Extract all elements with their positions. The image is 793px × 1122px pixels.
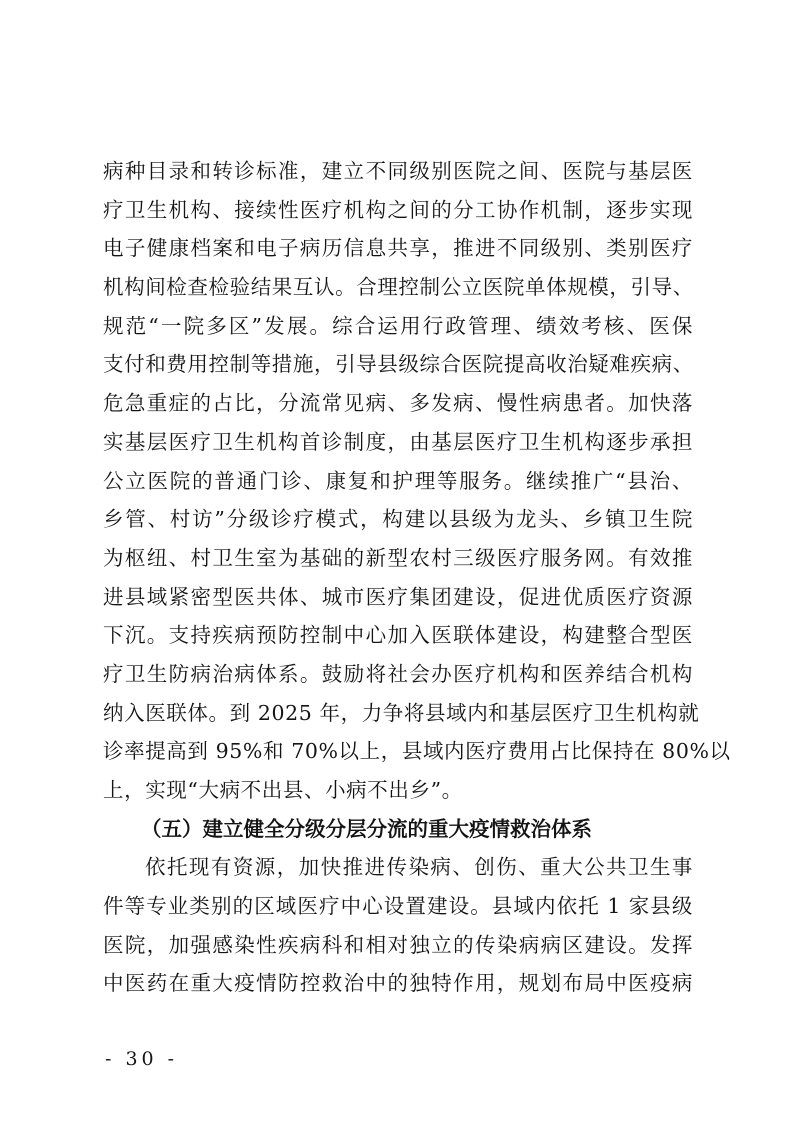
paragraph1-line: 支付和费用控制等措施，引导县级综合医院提高收治疑难疾病、 xyxy=(103,352,694,377)
paragraph2-line: 医院，加强感染性疾病科和相对独立的传染病病区建设。发挥 xyxy=(103,932,693,957)
paragraph1-line: 下沉。支持疾病预防控制中心加入医联体建设，构建整合型医 xyxy=(103,623,693,648)
section-heading: （五）建立健全分级分层分流的重大疫情救治体系 xyxy=(141,816,592,841)
paragraph1-line: 规范“一院多区”发展。综合运用行政管理、绩效考核、医保 xyxy=(103,313,693,338)
paragraph1-line: 诊率提高到 95%和 70%以上，县域内医疗费用占比保持在 80%以 xyxy=(103,739,731,764)
paragraph1-line: 公立医院的普通门诊、康复和护理等服务。继续推广“县治、 xyxy=(103,468,693,493)
paragraph1-line: 机构间检查检验结果互认。合理控制公立医院单体规模，引导、 xyxy=(103,275,694,300)
paragraph2-line: 依托现有资源，加快推进传染病、创伤、重大公共卫生事 xyxy=(145,855,693,880)
body-text xyxy=(103,152,731,1003)
page-number: - 30 - xyxy=(105,1048,179,1070)
paragraph1-line: 疗卫生防病治病体系。鼓励将社会办医疗机构和医养结合机构 xyxy=(103,661,693,686)
paragraph1-line: 电子健康档案和电子病历信息共享，推进不同级别、类别医疗 xyxy=(103,236,693,261)
paragraph1-line: 上，实现“大病不出县、小病不出乡”。 xyxy=(103,778,463,802)
paragraph1-line: 纳入医联体。到 2025 年，力争将县域内和基层医疗卫生机构就 xyxy=(103,700,700,725)
paragraph1-line: 乡管、村访”分级诊疗模式，构建以县级为龙头、乡镇卫生院 xyxy=(103,507,693,532)
paragraph1-line: 进县域紧密型医共体、城市医疗集团建设，促进优质医疗资源 xyxy=(103,584,693,609)
paragraph2-line: 件等专业类别的区域医疗中心设置建设。县域内依托 1 家县级 xyxy=(103,894,693,919)
paragraph1-line: 疗卫生机构、接续性医疗机构之间的分工协作机制，逐步实现 xyxy=(103,197,693,222)
paragraph1-line: 危急重症的占比，分流常见病、多发病、慢性病患者。加快落 xyxy=(103,391,693,416)
paragraph1-line: 为枢纽、村卫生室为基础的新型农村三级医疗服务网。有效推 xyxy=(103,545,693,570)
paragraph2-line: 中医药在重大疫情防控救治中的独特作用，规划布局中医疫病 xyxy=(103,971,693,996)
paragraph1-line: 病种目录和转诊标准，建立不同级别医院之间、医院与基层医 xyxy=(103,159,693,183)
paragraph1-line: 实基层医疗卫生机构首诊制度，由基层医疗卫生机构逐步承担 xyxy=(103,429,693,454)
